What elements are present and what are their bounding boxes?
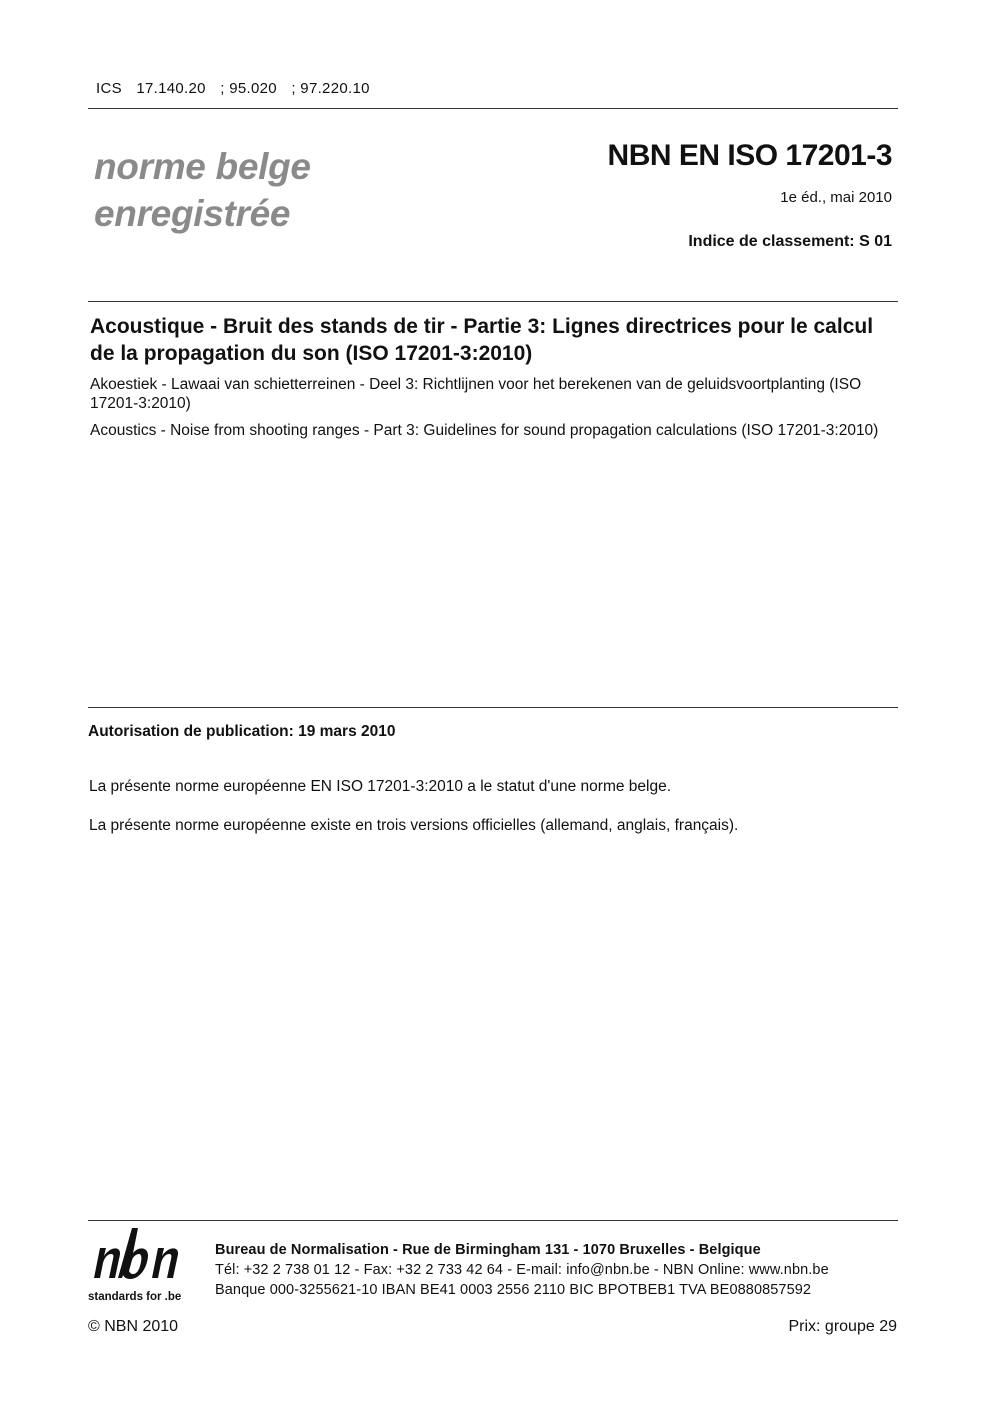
header-divider [88,108,898,109]
norme-line-2: enregistrée [94,193,291,234]
ics-label: ICS [96,80,122,97]
nbn-logo-mark [88,1226,200,1308]
nbn-logo [88,1226,200,1308]
title-english: Acoustics - Noise from shooting ranges - Part 3: Guidelines for sound propagation calculations (ISO 17201-3:2010) [90,422,879,439]
copyright: © NBN 2010 [88,1318,179,1335]
ics-codes [96,80,380,97]
footer-divider [88,1220,898,1221]
footer-contact: Tél: +32 2 738 01 12 - Fax: +32 2 733 42 64 - E-mail: info@nbn.be - NBN Online: www.nbn.be [215,1262,829,1278]
ics-code: 17.140.20 [136,80,206,97]
norme-belge-heading [94,143,311,237]
standard-number: NBN EN ISO 17201-3 [607,139,892,172]
title-french: Acoustique - Bruit des stands de tir - Partie 3: Lignes directrices pour le calcul de la propagation du son (ISO 17201-3:2010) [90,315,874,365]
footer-bank: Banque 000-3255621-10 IBAN BE41 0003 2556 2110 BIC BPOTBEB1 TVA BE0880857592 [215,1282,812,1298]
classification-index: Indice de classement: S 01 [688,233,892,250]
status-paragraph: La présente norme européenne EN ISO 17201-3:2010 a le statut d'une norme belge. [89,778,672,795]
ics-code: ; 97.220.10 [291,80,370,97]
publication-divider [88,707,898,708]
ics-code: ; 95.020 [220,80,277,97]
footer-address: Bureau de Normalisation - Rue de Birmingham 131 - 1070 Bruxelles - Belgique [215,1242,761,1258]
norme-line-1: norme belge [94,146,311,187]
title-divider [88,301,898,302]
versions-paragraph: La présente norme européenne existe en trois versions officielles (allemand, anglais, français). [89,817,739,834]
title-dutch: Akoestiek - Lawaai van schietterreinen - Deel 3: Richtlijnen voor het berekenen van de geluidsvoortplanting (ISO 17201-3:2010) [90,376,862,412]
logo-tagline: standards for .be [88,1291,182,1303]
edition-date: 1e éd., mai 2010 [780,189,892,206]
price-group: Prix: groupe 29 [788,1318,897,1335]
publication-authorisation: Autorisation de publication: 19 mars 2010 [88,723,396,740]
